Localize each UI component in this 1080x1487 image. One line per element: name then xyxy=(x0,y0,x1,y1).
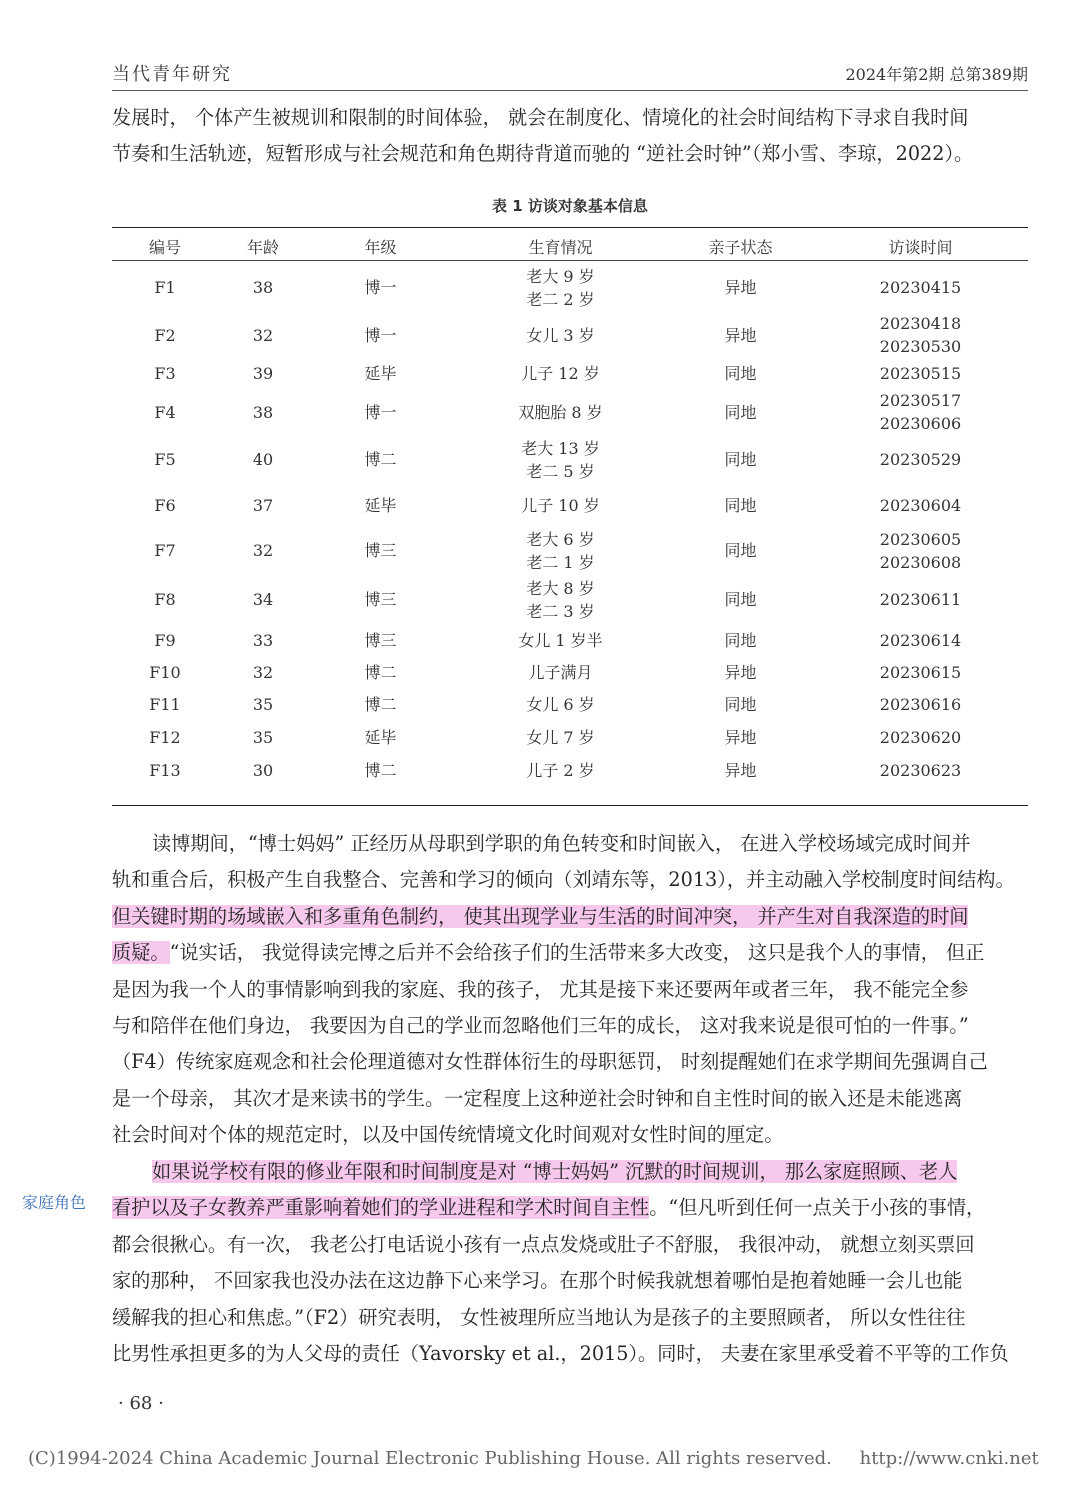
row-age: 35 xyxy=(252,695,274,714)
row-dates xyxy=(813,389,1028,435)
row-id: F2 xyxy=(154,325,176,345)
table-row xyxy=(112,624,1028,656)
row-status: 异地 xyxy=(724,761,757,780)
row-dates-line: 20230515 xyxy=(879,364,962,383)
row-children xyxy=(453,389,668,435)
table-row xyxy=(112,526,1028,575)
text-line: 都会很揪心。有一次， 我老公打电话说小孩有一点点发烧或肚子不舒服， 我很冲动， 就想立刻买票回 xyxy=(112,1232,975,1256)
highlighted-text: 如果说学校有限的修业年限和时间制度是对 “博士妈妈” 沉默的时间规训， 那么家庭照顾、老人 xyxy=(152,1160,958,1183)
table-row xyxy=(112,389,1028,435)
row-grade: 博二 xyxy=(364,761,397,780)
table-row xyxy=(112,721,1028,754)
row-children-line: 女儿 1 岁半 xyxy=(518,630,603,650)
row-dates-line: 20230606 xyxy=(879,414,962,433)
row-status: 同地 xyxy=(724,695,757,714)
highlighted-text: 但关键时期的场域嵌入和多重角色制约， 使其出现学业与生活的时间冲突， 并产生对自我深造的时间 xyxy=(112,904,969,928)
row-dates-line: 20230615 xyxy=(879,662,962,682)
column-header: 访谈时间 xyxy=(888,237,953,257)
row-dates-line: 20230614 xyxy=(879,630,962,650)
row-grade: 博三 xyxy=(364,630,397,650)
row-age: 33 xyxy=(252,630,274,650)
row-dates xyxy=(813,575,1028,624)
row-children-line: 儿子满月 xyxy=(528,662,593,682)
table-top-rule xyxy=(112,227,1028,228)
row-grade: 博一 xyxy=(364,278,397,297)
table-row xyxy=(112,358,1028,389)
column-header: 年级 xyxy=(364,237,397,257)
text-line: 轨和重合后，积极产生自我整合、完善和学习的倾向（刘靖东等，2013），并主动融入学校制度时间结构。 xyxy=(112,868,1015,892)
paragraph-school-time xyxy=(112,826,1028,1154)
column-header: 生育情况 xyxy=(528,237,593,257)
row-children xyxy=(453,721,668,754)
column-header: 编号 xyxy=(148,237,181,257)
row-dates xyxy=(813,526,1028,575)
row-children xyxy=(453,688,668,721)
row-children xyxy=(453,526,668,575)
intro-paragraph xyxy=(112,100,1028,173)
row-id: F11 xyxy=(149,695,181,714)
table-row xyxy=(112,688,1028,721)
row-children-line: 儿子 12 岁 xyxy=(521,364,600,383)
table-row xyxy=(112,484,1028,526)
row-dates xyxy=(813,484,1028,526)
row-age: 32 xyxy=(252,325,274,345)
row-children xyxy=(453,435,668,484)
footer-url: http://www.cnki.net xyxy=(859,1448,1039,1469)
row-grade: 博三 xyxy=(364,541,397,560)
row-id: F8 xyxy=(154,590,176,609)
row-dates-line: 20230604 xyxy=(879,495,962,515)
highlighted-text: 质疑。 xyxy=(112,941,170,965)
row-id: F5 xyxy=(154,450,176,469)
row-grade: 博二 xyxy=(364,695,397,714)
table-row xyxy=(112,312,1028,358)
paragraph-family-role xyxy=(112,1154,1028,1372)
row-children-line: 老二 3 岁 xyxy=(526,601,595,621)
interviewee-table xyxy=(112,229,1028,787)
row-dates xyxy=(813,721,1028,754)
text-line: 是因为我一个人的事情影响到我的家庭、我的孩子， 尤其是接下来还要两年或者三年， 我不能完全参 xyxy=(112,977,969,1001)
row-children xyxy=(453,754,668,787)
row-status: 同地 xyxy=(724,541,757,560)
text-line: 家的那种， 不回家我也没办法在这边静下心来学习。在那个时候我就想着哪怕是抱着她睡一会儿也能 xyxy=(112,1269,963,1293)
text-line: 发展时， 个体产生被规训和限制的时间体验， 就会在制度化、情境化的社会时间结构下寻求自我时间 xyxy=(112,106,969,129)
row-children xyxy=(453,575,668,624)
text-line: 是一个母亲， 其次才是来读书的学生。一定程度上这种逆社会时钟和自主性时间的嵌入还是未能逃离 xyxy=(112,1086,963,1110)
copyright-text: (C)1994-2024 China Academic Journal Electronic Publishing House. All rights reserved. xyxy=(28,1448,832,1469)
row-dates xyxy=(813,435,1028,484)
journal-title: 当代青年研究 xyxy=(112,64,232,85)
row-children-line: 女儿 6 岁 xyxy=(526,695,595,714)
row-dates-line: 20230608 xyxy=(879,552,962,572)
row-children-line: 老大 13 岁 xyxy=(521,438,600,458)
row-id: F6 xyxy=(154,495,176,515)
table-row xyxy=(112,575,1028,624)
row-age: 39 xyxy=(252,364,274,383)
row-grade: 博三 xyxy=(364,590,397,609)
row-dates-line: 20230611 xyxy=(879,590,962,609)
row-grade: 博二 xyxy=(364,450,397,469)
row-children-line: 儿子 10 岁 xyxy=(521,495,600,515)
row-children xyxy=(453,484,668,526)
highlighted-text: 看护以及子女教养严重影响着她们的学业进程和学术时间自主性 xyxy=(112,1196,650,1220)
text-line: 缓解我的担心和焦虑。”（F2）研究表明， 女性被理所应当地认为是孩子的主要照顾者， 所以女性往往 xyxy=(112,1305,966,1329)
table-row xyxy=(112,754,1028,787)
row-children-line: 老大 8 岁 xyxy=(526,578,595,598)
text-line xyxy=(112,899,1028,935)
row-children-line: 儿子 2 岁 xyxy=(526,761,595,780)
row-id: F13 xyxy=(149,761,181,780)
row-children xyxy=(453,263,668,312)
row-dates xyxy=(813,312,1028,358)
row-children xyxy=(453,624,668,656)
row-grade: 博一 xyxy=(364,325,397,345)
row-status: 同地 xyxy=(724,402,757,422)
text-span: 。“但凡听到任何一点关于小孩的事情， xyxy=(649,1196,986,1220)
text-line: 读博期间，“博士妈妈” 正经历从母职到学职的角色转变和时间嵌入， 在进入学校场域完成时间并 xyxy=(152,832,971,855)
row-children xyxy=(453,358,668,389)
row-id: F1 xyxy=(154,278,176,297)
row-id: F9 xyxy=(154,630,176,650)
row-status: 异地 xyxy=(724,662,757,682)
table-row xyxy=(112,435,1028,484)
column-header: 亲子状态 xyxy=(708,237,773,257)
row-children-line: 老二 5 岁 xyxy=(526,461,595,481)
row-children-line: 女儿 7 岁 xyxy=(526,728,595,747)
text-line: 节奏和生活轨迹，短暂形成与社会规范和角色期待背道而驰的 “逆社会时钟”（郑小雪、李琼，2022）。 xyxy=(112,142,974,166)
table-header-row xyxy=(112,229,1028,263)
table-row xyxy=(112,656,1028,688)
row-children-line: 老大 9 岁 xyxy=(526,266,595,286)
issue-info: 2024年第2期 总第389期 xyxy=(845,65,1028,84)
row-dates xyxy=(813,358,1028,389)
row-id: F7 xyxy=(154,541,176,560)
row-dates xyxy=(813,263,1028,312)
row-dates-line: 20230530 xyxy=(879,337,962,356)
row-id: F3 xyxy=(154,364,176,383)
row-id: F10 xyxy=(149,662,181,682)
row-age: 40 xyxy=(252,450,274,469)
row-age: 38 xyxy=(252,402,274,422)
row-children-line: 老二 1 岁 xyxy=(526,552,595,572)
row-children xyxy=(453,656,668,688)
copyright-footer xyxy=(28,1448,1039,1469)
row-status: 异地 xyxy=(724,325,757,345)
row-age: 37 xyxy=(252,495,274,515)
row-age: 32 xyxy=(252,541,274,560)
page-number: · 68 · xyxy=(118,1393,164,1414)
row-status: 同地 xyxy=(724,495,757,515)
row-children-line: 女儿 3 岁 xyxy=(526,325,595,345)
row-children-line: 双胞胎 8 岁 xyxy=(518,402,603,422)
row-children xyxy=(453,312,668,358)
row-status: 同地 xyxy=(724,450,757,469)
margin-annotation: 家庭角色 xyxy=(22,1193,87,1212)
row-dates-line: 20230616 xyxy=(879,695,962,714)
row-dates-line: 20230418 xyxy=(879,314,962,333)
row-children-line: 老二 2 岁 xyxy=(526,289,595,309)
text-line: 与和陪伴在他们身边， 我要因为自己的学业而忽略他们三年的成长， 这对我来说是很可怕的一件事。” xyxy=(112,1013,969,1037)
row-dates xyxy=(813,688,1028,721)
row-age: 35 xyxy=(252,728,274,747)
row-status: 同地 xyxy=(724,364,757,383)
row-grade: 延毕 xyxy=(364,364,397,383)
text-line xyxy=(112,1154,1028,1190)
row-dates-line: 20230620 xyxy=(879,728,962,747)
row-grade: 博一 xyxy=(364,402,397,422)
row-dates-line: 20230623 xyxy=(879,761,962,780)
page-header xyxy=(112,58,1028,88)
row-status: 异地 xyxy=(724,278,757,297)
table-bottom-rule xyxy=(112,805,1028,806)
row-age: 32 xyxy=(252,662,274,682)
table-caption: 表 1 访谈对象基本信息 xyxy=(492,197,648,215)
text-line: 社会时间对个体的规范定时，以及中国传统情境文化时间观对女性时间的厘定。 xyxy=(112,1123,784,1147)
row-id: F4 xyxy=(154,402,176,422)
row-age: 34 xyxy=(252,590,274,609)
row-status: 异地 xyxy=(724,728,757,747)
row-dates-line: 20230415 xyxy=(879,278,962,297)
table-row xyxy=(112,263,1028,312)
row-dates-line: 20230517 xyxy=(879,391,962,410)
row-id: F12 xyxy=(149,728,181,747)
text-span: “说实话， 我觉得读完博之后并不会给孩子们的生活带来多大改变， 这只是我个人的事情， 但正 xyxy=(169,941,985,965)
row-grade: 延毕 xyxy=(364,495,397,515)
column-header: 年龄 xyxy=(246,237,279,257)
row-dates xyxy=(813,624,1028,656)
text-line: （F4）传统家庭观念和社会伦理道德对女性群体衍生的母职惩罚， 时刻提醒她们在求学期间先强调自己 xyxy=(112,1050,988,1074)
row-status: 同地 xyxy=(724,630,757,650)
row-dates xyxy=(813,656,1028,688)
row-age: 38 xyxy=(252,278,274,297)
row-status: 同地 xyxy=(724,590,757,609)
row-grade: 博二 xyxy=(364,662,397,682)
row-dates xyxy=(813,754,1028,787)
row-dates-line: 20230529 xyxy=(879,450,962,469)
row-dates-line: 20230605 xyxy=(879,529,962,549)
header-divider xyxy=(112,90,1028,91)
row-age: 30 xyxy=(252,761,274,780)
text-line xyxy=(112,1190,1028,1226)
row-children-line: 老大 6 岁 xyxy=(526,529,595,549)
text-line xyxy=(112,935,1028,971)
text-line: 比男性承担更多的为人父母的责任（Yavorsky et al.，2015）。同时， 夫妻在家里承受着不平等的工作负 xyxy=(112,1341,1009,1365)
row-grade: 延毕 xyxy=(364,728,397,747)
